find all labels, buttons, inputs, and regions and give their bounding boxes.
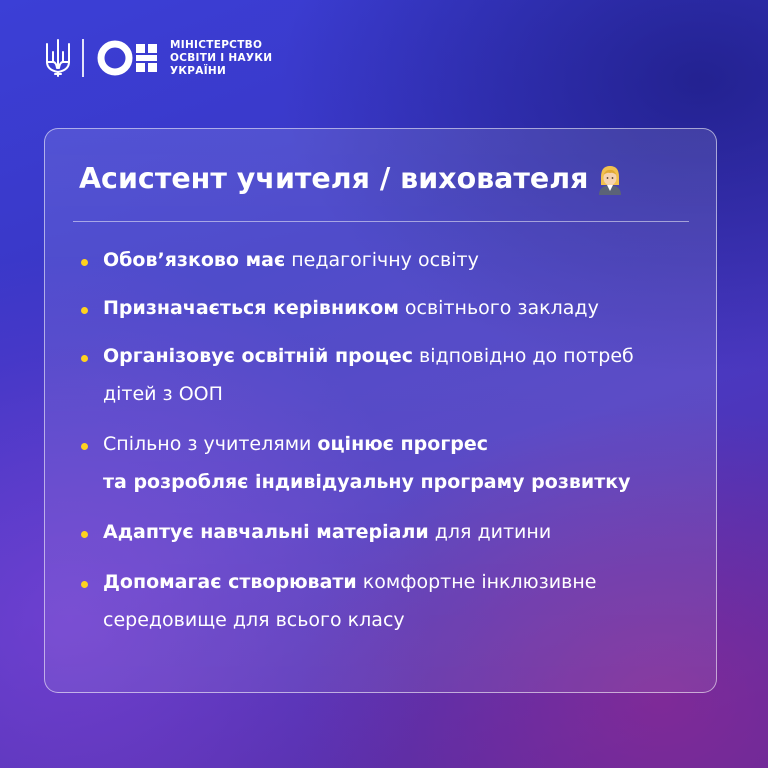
header-divider bbox=[82, 39, 84, 77]
list-item bbox=[45, 425, 716, 501]
list-item-line bbox=[103, 425, 696, 463]
title-divider bbox=[73, 221, 689, 222]
item-text: для дитини bbox=[428, 521, 552, 543]
bullet-dot bbox=[81, 443, 88, 450]
list-item-line-2: дітей з ООП bbox=[103, 383, 223, 405]
item-text: педагогічну освіту bbox=[285, 249, 479, 271]
list-item bbox=[45, 513, 716, 551]
item-bold-text: Адаптує навчальні матеріали bbox=[103, 521, 429, 543]
item-text: Спільно з учителями bbox=[103, 433, 318, 455]
ministry-name bbox=[170, 39, 272, 78]
card-title-row bbox=[79, 159, 624, 199]
list-item bbox=[45, 289, 716, 327]
bullet-dot bbox=[81, 307, 88, 314]
list-item-line bbox=[103, 513, 696, 551]
list-item-line bbox=[103, 241, 696, 279]
info-card bbox=[44, 128, 717, 693]
list-item bbox=[45, 337, 716, 413]
item-text: освітнього закладу bbox=[398, 297, 599, 319]
list-item-line bbox=[103, 563, 696, 601]
item-bold-text: оцінює прогрес bbox=[317, 433, 489, 455]
bullet-dot bbox=[81, 355, 88, 362]
list-item-line bbox=[103, 289, 696, 327]
list-item-line-2: середовище для всього класу bbox=[103, 609, 405, 631]
ministry-name-line3: УКРАЇНИ bbox=[170, 64, 227, 77]
list-item-line-2: та розробляє індивідуальну програму розвитку bbox=[103, 471, 631, 493]
duties-list bbox=[45, 241, 716, 639]
list-item bbox=[45, 241, 716, 279]
item-bold-text: Обов’язково має bbox=[103, 249, 286, 271]
bullet-dot bbox=[81, 259, 88, 266]
item-text: відповідно до потреб bbox=[412, 345, 634, 367]
list-item-line bbox=[103, 337, 696, 375]
bullet-dot bbox=[81, 531, 88, 538]
item-bold-text: Допомагає створювати bbox=[103, 571, 357, 593]
ministry-header bbox=[44, 38, 272, 78]
bullet-dot bbox=[81, 581, 88, 588]
item-text: комфортне інклюзивне bbox=[356, 571, 597, 593]
list-item bbox=[45, 563, 716, 639]
ministry-name-line1: МІНІСТЕРСТВО bbox=[170, 38, 263, 51]
teacher-emoji-icon bbox=[596, 163, 624, 195]
card-title: Асистент учителя / вихователя bbox=[79, 162, 589, 195]
item-bold-text: Призначається керівником bbox=[103, 297, 399, 319]
item-bold-text: Організовує освітній процес bbox=[103, 345, 413, 367]
mon-logo-icon bbox=[96, 38, 160, 78]
trident-coat-of-arms-icon bbox=[44, 38, 72, 78]
ministry-name-line2: ОСВІТИ І НАУКИ bbox=[170, 51, 273, 64]
